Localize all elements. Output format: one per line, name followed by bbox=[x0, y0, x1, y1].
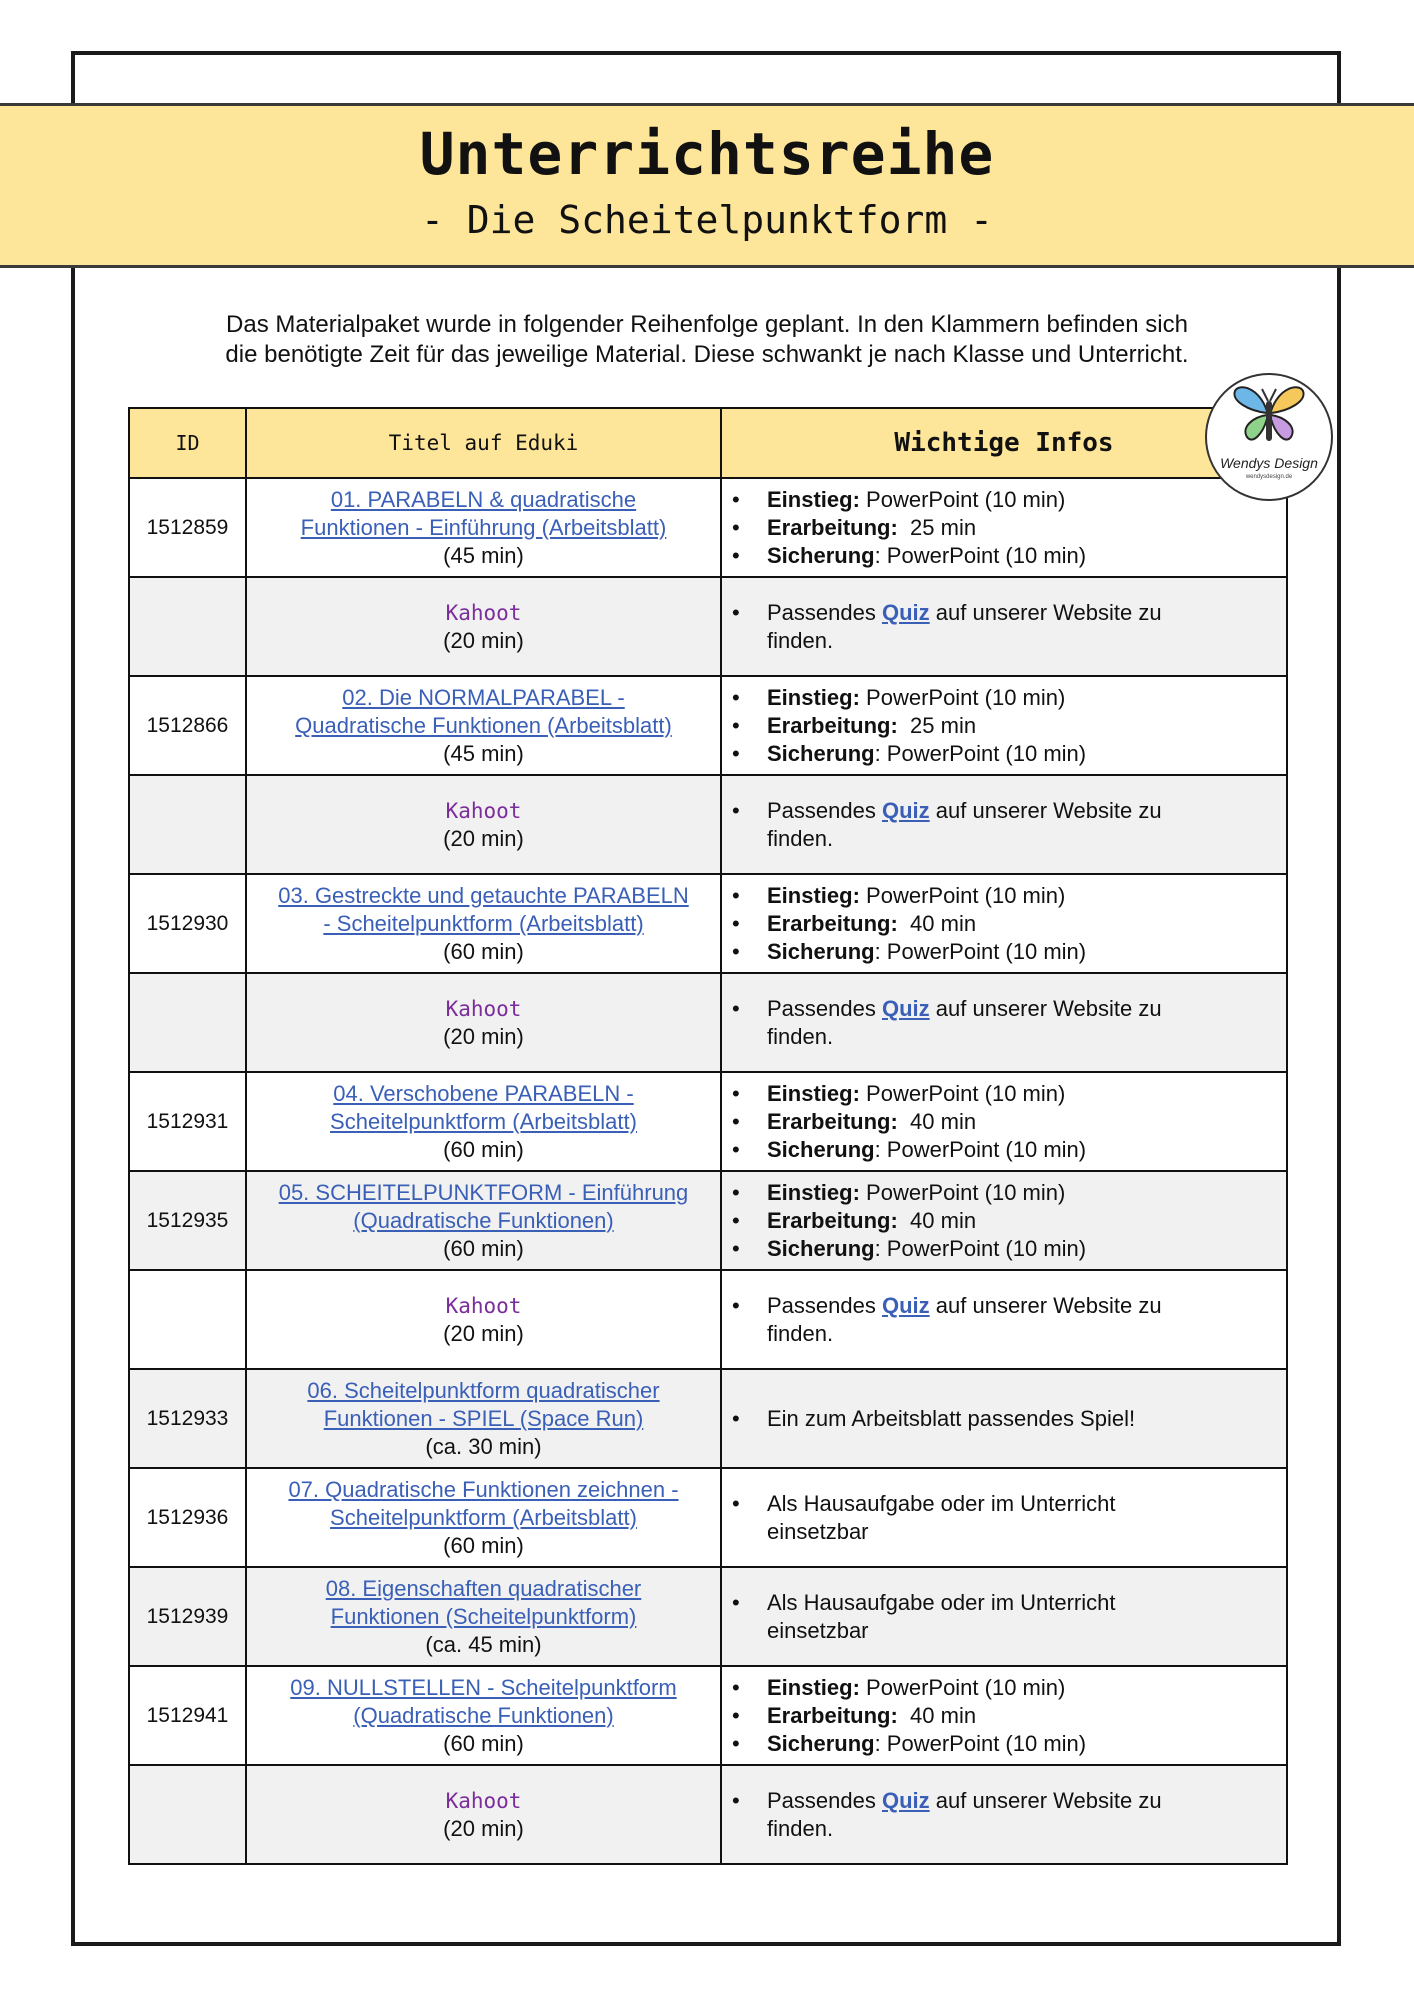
material-link[interactable]: 05. SCHEITELPUNKTFORM - Einführung bbox=[278, 1179, 689, 1205]
material-link[interactable]: 08. Eigenschaften quadratischer bbox=[325, 1575, 642, 1601]
row-id: 1512935 bbox=[129, 1171, 246, 1270]
row-id bbox=[129, 775, 246, 874]
kahoot-label: Kahoot bbox=[445, 600, 522, 625]
info-item: • Erarbeitung: 40 min bbox=[732, 910, 1276, 938]
row-title bbox=[246, 874, 721, 973]
info-item: • Ein zum Arbeitsblatt passendes Spiel! bbox=[732, 1405, 1276, 1433]
row-id bbox=[129, 577, 246, 676]
lesson-table bbox=[128, 407, 1288, 1865]
kahoot-label: Kahoot bbox=[445, 798, 522, 823]
brand-logo bbox=[1205, 373, 1333, 501]
row-id: 1512930 bbox=[129, 874, 246, 973]
material-time: (20 min) bbox=[443, 1320, 524, 1346]
table-row bbox=[129, 1468, 1287, 1567]
info-item: • Einstieg: PowerPoint (10 min) bbox=[732, 1674, 1276, 1702]
row-title bbox=[246, 1369, 721, 1468]
info-item: • Einstieg: PowerPoint (10 min) bbox=[732, 1080, 1276, 1108]
info-item: • Erarbeitung: 25 min bbox=[732, 514, 1276, 542]
kahoot-row bbox=[129, 973, 1287, 1072]
material-link[interactable]: 02. Die NORMALPARABEL - bbox=[342, 684, 625, 710]
info-item: • Passendes Quiz auf unserer Website zu finden. bbox=[732, 1292, 1276, 1348]
info-item: • Passendes Quiz auf unserer Website zu finden. bbox=[732, 599, 1276, 655]
kahoot-row bbox=[129, 1765, 1287, 1864]
info-item: • Sicherung: PowerPoint (10 min) bbox=[732, 938, 1276, 966]
row-title bbox=[246, 1468, 721, 1567]
material-time: (ca. 45 min) bbox=[425, 1631, 542, 1657]
info-item: • Erarbeitung: 40 min bbox=[732, 1207, 1276, 1235]
material-link[interactable]: Funktionen - Einführung (Arbeitsblatt) bbox=[300, 514, 667, 540]
info-item: • Erarbeitung: 25 min bbox=[732, 712, 1276, 740]
quiz-link[interactable]: Quiz bbox=[881, 797, 930, 823]
info-item: • Passendes Quiz auf unserer Website zu finden. bbox=[732, 1787, 1276, 1843]
material-time: (60 min) bbox=[443, 1730, 524, 1756]
row-info bbox=[721, 1369, 1287, 1468]
header-info: Wichtige Infos bbox=[721, 408, 1287, 478]
row-title bbox=[246, 1765, 721, 1864]
row-info bbox=[721, 1270, 1287, 1369]
info-item: • Als Hausaufgabe oder im Unterricht einsetzbar bbox=[732, 1589, 1276, 1645]
material-time: (60 min) bbox=[443, 1136, 524, 1162]
row-id: 1512866 bbox=[129, 676, 246, 775]
row-title bbox=[246, 1072, 721, 1171]
material-link[interactable]: Scheitelpunktform (Arbeitsblatt) bbox=[330, 1108, 637, 1134]
quiz-link[interactable]: Quiz bbox=[881, 995, 930, 1021]
row-id: 1512859 bbox=[129, 478, 246, 577]
row-info bbox=[721, 1567, 1287, 1666]
row-info bbox=[721, 1072, 1287, 1171]
row-title bbox=[246, 478, 721, 577]
table-row bbox=[129, 1567, 1287, 1666]
material-time: (20 min) bbox=[443, 627, 524, 653]
quiz-link[interactable]: Quiz bbox=[881, 599, 930, 625]
table-row bbox=[129, 1369, 1287, 1468]
row-info bbox=[721, 1171, 1287, 1270]
material-link[interactable]: 07. Quadratische Funktionen zeichnen - bbox=[288, 1476, 679, 1502]
table-row bbox=[129, 1072, 1287, 1171]
info-item: • Einstieg: PowerPoint (10 min) bbox=[732, 486, 1276, 514]
row-info bbox=[721, 1765, 1287, 1864]
row-info bbox=[721, 577, 1287, 676]
material-link[interactable]: (Quadratische Funktionen) bbox=[353, 1702, 614, 1728]
kahoot-label: Kahoot bbox=[445, 1293, 522, 1318]
info-item: • Einstieg: PowerPoint (10 min) bbox=[732, 684, 1276, 712]
row-info bbox=[721, 874, 1287, 973]
info-item: • Passendes Quiz auf unserer Website zu finden. bbox=[732, 797, 1276, 853]
table-row bbox=[129, 1171, 1287, 1270]
material-time: (45 min) bbox=[443, 740, 524, 766]
material-link[interactable]: 03. Gestreckte und getauchte PARABELN bbox=[278, 882, 689, 908]
row-info bbox=[721, 676, 1287, 775]
header-title: Titel auf Eduki bbox=[246, 408, 721, 478]
row-id: 1512936 bbox=[129, 1468, 246, 1567]
row-title bbox=[246, 676, 721, 775]
material-time: (60 min) bbox=[443, 1532, 524, 1558]
intro-text bbox=[150, 310, 1264, 370]
material-link[interactable]: 09. NULLSTELLEN - Scheitelpunktform bbox=[290, 1674, 677, 1700]
info-item: • Sicherung: PowerPoint (10 min) bbox=[732, 1730, 1276, 1758]
table-row bbox=[129, 676, 1287, 775]
row-title bbox=[246, 973, 721, 1072]
material-link[interactable]: 04. Verschobene PARABELN - bbox=[333, 1080, 634, 1106]
row-id: 1512939 bbox=[129, 1567, 246, 1666]
material-link[interactable]: Scheitelpunktform (Arbeitsblatt) bbox=[330, 1504, 637, 1530]
material-link[interactable]: Funktionen (Scheitelpunktform) bbox=[330, 1603, 637, 1629]
quiz-link[interactable]: Quiz bbox=[881, 1292, 930, 1318]
row-title bbox=[246, 1666, 721, 1765]
row-title bbox=[246, 577, 721, 676]
row-info bbox=[721, 1666, 1287, 1765]
row-id: 1512931 bbox=[129, 1072, 246, 1171]
page-subtitle: - Die Scheitelpunktform - bbox=[421, 198, 993, 242]
quiz-link[interactable]: Quiz bbox=[881, 1787, 930, 1813]
material-time: (20 min) bbox=[443, 1815, 524, 1841]
butterfly-icon bbox=[1229, 381, 1309, 453]
table-row bbox=[129, 1666, 1287, 1765]
material-time: (60 min) bbox=[443, 1235, 524, 1261]
material-link[interactable]: 01. PARABELN & quadratische bbox=[330, 486, 637, 512]
kahoot-label: Kahoot bbox=[445, 996, 522, 1021]
material-time: (20 min) bbox=[443, 1023, 524, 1049]
material-link[interactable]: (Quadratische Funktionen) bbox=[353, 1207, 614, 1233]
info-item: • Als Hausaufgabe oder im Unterricht einsetzbar bbox=[732, 1490, 1276, 1546]
row-info bbox=[721, 973, 1287, 1072]
row-title bbox=[246, 1567, 721, 1666]
row-id: 1512933 bbox=[129, 1369, 246, 1468]
kahoot-row bbox=[129, 775, 1287, 874]
row-info bbox=[721, 775, 1287, 874]
info-item: • Passendes Quiz auf unserer Website zu finden. bbox=[732, 995, 1276, 1051]
info-item: • Sicherung: PowerPoint (10 min) bbox=[732, 1136, 1276, 1164]
material-link[interactable]: Funktionen - SPIEL (Space Run) bbox=[323, 1405, 644, 1431]
material-link[interactable]: Quadratische Funktionen (Arbeitsblatt) bbox=[295, 712, 672, 738]
row-id bbox=[129, 1765, 246, 1864]
info-item: • Erarbeitung: 40 min bbox=[732, 1702, 1276, 1730]
intro-line: die benötigte Zeit für das jeweilige Material. Diese schwankt je nach Klasse und Unterricht. bbox=[225, 341, 1189, 368]
row-title bbox=[246, 775, 721, 874]
header-id: ID bbox=[129, 408, 246, 478]
info-item: • Erarbeitung: 40 min bbox=[732, 1108, 1276, 1136]
kahoot-row bbox=[129, 1270, 1287, 1369]
material-link[interactable]: - Scheitelpunktform (Arbeitsblatt) bbox=[323, 910, 644, 936]
info-item: • Sicherung: PowerPoint (10 min) bbox=[732, 1235, 1276, 1263]
info-item: • Sicherung: PowerPoint (10 min) bbox=[732, 740, 1276, 768]
row-id: 1512941 bbox=[129, 1666, 246, 1765]
row-info bbox=[721, 478, 1287, 577]
material-time: (45 min) bbox=[443, 542, 524, 568]
row-id bbox=[129, 973, 246, 1072]
material-time: (ca. 30 min) bbox=[425, 1433, 542, 1459]
row-title bbox=[246, 1270, 721, 1369]
intro-line: Das Materialpaket wurde in folgender Reihenfolge geplant. In den Klammern befinden sich bbox=[226, 311, 1188, 338]
logo-url: wendysdesign.de bbox=[1245, 474, 1293, 480]
kahoot-row bbox=[129, 577, 1287, 676]
table-header-row bbox=[129, 408, 1287, 478]
table-row bbox=[129, 478, 1287, 577]
kahoot-label: Kahoot bbox=[445, 1788, 522, 1813]
info-item: • Sicherung: PowerPoint (10 min) bbox=[732, 542, 1276, 570]
logo-name: Wendys Design bbox=[1220, 455, 1318, 471]
material-link[interactable]: 06. Scheitelpunktform quadratischer bbox=[307, 1377, 660, 1403]
material-time: (60 min) bbox=[443, 938, 524, 964]
info-item: • Einstieg: PowerPoint (10 min) bbox=[732, 882, 1276, 910]
material-time: (20 min) bbox=[443, 825, 524, 851]
page-title: Unterrichtsreihe bbox=[419, 120, 995, 188]
table-row bbox=[129, 874, 1287, 973]
row-title bbox=[246, 1171, 721, 1270]
row-info bbox=[721, 1468, 1287, 1567]
row-id bbox=[129, 1270, 246, 1369]
info-item: • Einstieg: PowerPoint (10 min) bbox=[732, 1179, 1276, 1207]
